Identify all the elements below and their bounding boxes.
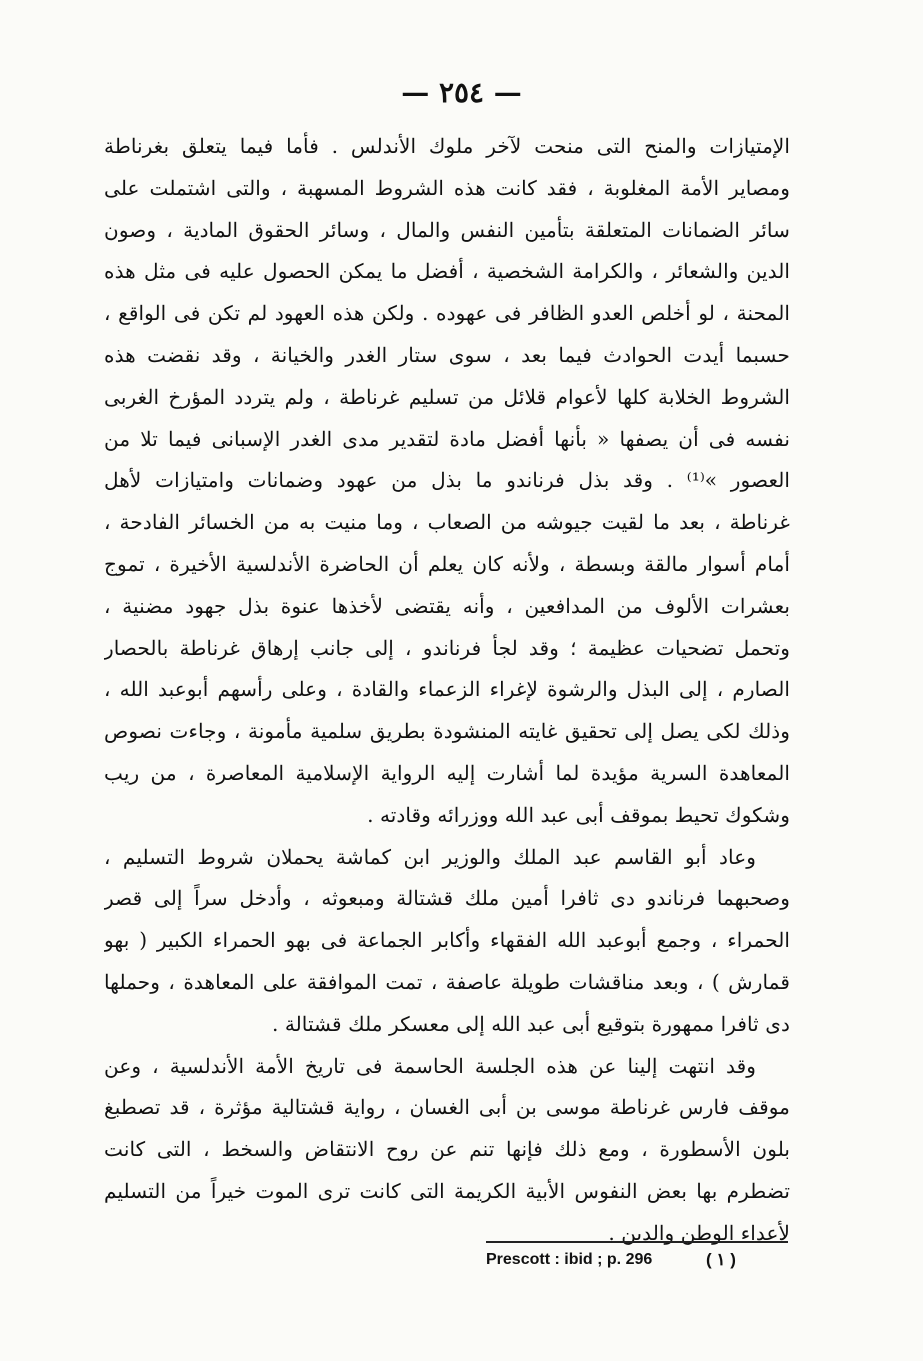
- text-line: الحمراء ، وجمع أبوعبد الله الفقهاء وأكابر الجماعة فى بهو الحمراء الكبير ( بهو: [104, 928, 790, 953]
- text-line: غرناطة ، بعد ما لقيت جيوشه من الصعاب ، وما منيت به من الخسائر الفادحة ،: [104, 510, 790, 535]
- text-line: وصحبهما فرناندو دى ثافرا أمين ملك قشتالة ومبعوثه ، وأدخل سراً إلى قصر: [104, 886, 790, 911]
- text-line: وتحمل تضحيات عظيمة ؛ وقد لجأ فرناندو ، إلى جانب إرهاق غرناطة بالحصار: [104, 635, 790, 660]
- text-line: موقف فارس غرناطة موسى بن أبى الغسان ، رواية قشتالية مؤثرة ، قد تصطبغ: [104, 1095, 790, 1120]
- body-text: [104, 126, 790, 1255]
- text-line: بعشرات الألوف من المدافعين ، وأنه يقتضى لأخذها عنوة بذل جهود مضنية ،: [104, 593, 790, 618]
- text-line: المحنة ، لو أخلص العدو الظافر فى عهوده . ولكن هذه العهود لم تكن فى الواقع ،: [104, 301, 790, 326]
- text-line: الصارم ، إلى البذل والرشوة لإغراء الزعماء والقادة ، وعلى رأسهم أبوعبد الله ،: [104, 677, 790, 702]
- footnote-marker: ( ١ ): [706, 1250, 736, 1269]
- text-line: وذلك لكى يصل إلى تحقيق غايته المنشودة بطريق سلمية مأمونة ، وجاءت نصوص: [104, 719, 790, 744]
- text-line: وعاد أبو القاسم عبد الملك والوزير ابن كماشة يحملان شروط التسليم ،: [104, 844, 756, 869]
- text-line: وشكوك تحيط بموقف أبى عبد الله ووزرائه وقادته .: [367, 802, 790, 827]
- text-line: ومصاير الأمة المغلوبة ، فقد كانت هذه الشروط المسهبة ، والتى اشتملت على: [104, 175, 790, 200]
- text-line: تضطرم بها بعض النفوس الأبية الكريمة التى كانت ترى الموت خيراً من التسليم: [104, 1178, 790, 1203]
- text-line: بلون الأسطورة ، ومع ذلك فإنها تنم عن روح الانتقاض والسخط ، التى كانت: [104, 1137, 790, 1162]
- text-line: الإمتيازات والمنح التى منحت لآخر ملوك الأندلس . فأما فيما يتعلق بغرناطة: [104, 134, 790, 158]
- page-number: — ٢٥٤ —: [401, 76, 522, 109]
- text-line: الدين والشعائر ، والكرامة الشخصية ، أفضل ما يمكن الحصول عليه فى مثل هذه: [104, 259, 790, 284]
- text-line: حسبما أيدت الحوادث فيما بعد ، سوى ستار الغدر والخيانة ، وقد نقضت هذه: [104, 342, 790, 367]
- footnote-text: Prescott : ibid ; p. 296: [486, 1251, 653, 1268]
- footnote-divider: [486, 1241, 788, 1243]
- text-line: الشروط الخلابة كلها لأعوام قلائل من تسليم غرناطة ، ولم يتردد المؤرخ الغربى: [104, 384, 790, 409]
- text-line: وقد انتهت إلينا عن هذه الجلسة الحاسمة فى تاريخ الأمة الأندلسية ، وعن: [104, 1053, 756, 1078]
- text-line: لأعداء الوطن والدين .: [608, 1220, 790, 1245]
- text-line: العصور »⁽¹⁾ . وقد بذل فرناندو ما بذل من عهود وضمانات وامتيازات لأهل: [104, 468, 790, 493]
- text-line: أمام أسوار مالقة وبسطة ، ولأنه كان يعلم أن الحاضرة الأندلسية الأخيرة ، تموج: [104, 551, 790, 576]
- text-line: دى ثافرا ممهورة بتوقيع أبى عبد الله إلى معسكر ملك قشتالة .: [271, 1011, 790, 1036]
- text-line: سائر الضمانات المتعلقة بتأمين النفس والمال ، وسائر الحقوق المادية ، وصون: [104, 217, 790, 242]
- text-line: المعاهدة السرية مؤيدة لما أشارت إليه الرواية الإسلامية المعاصرة ، من ريب: [104, 760, 790, 785]
- text-line: نفسه فى أن يصفها « بأنها أفضل مادة لتقدير مدى الغدر الإسبانى فيما تلا من: [104, 426, 790, 451]
- text-line: قمارش ) ، وبعد مناقشات طويلة عاصفة ، تمت الموافقة على المعاهدة ، وحملها: [104, 969, 790, 994]
